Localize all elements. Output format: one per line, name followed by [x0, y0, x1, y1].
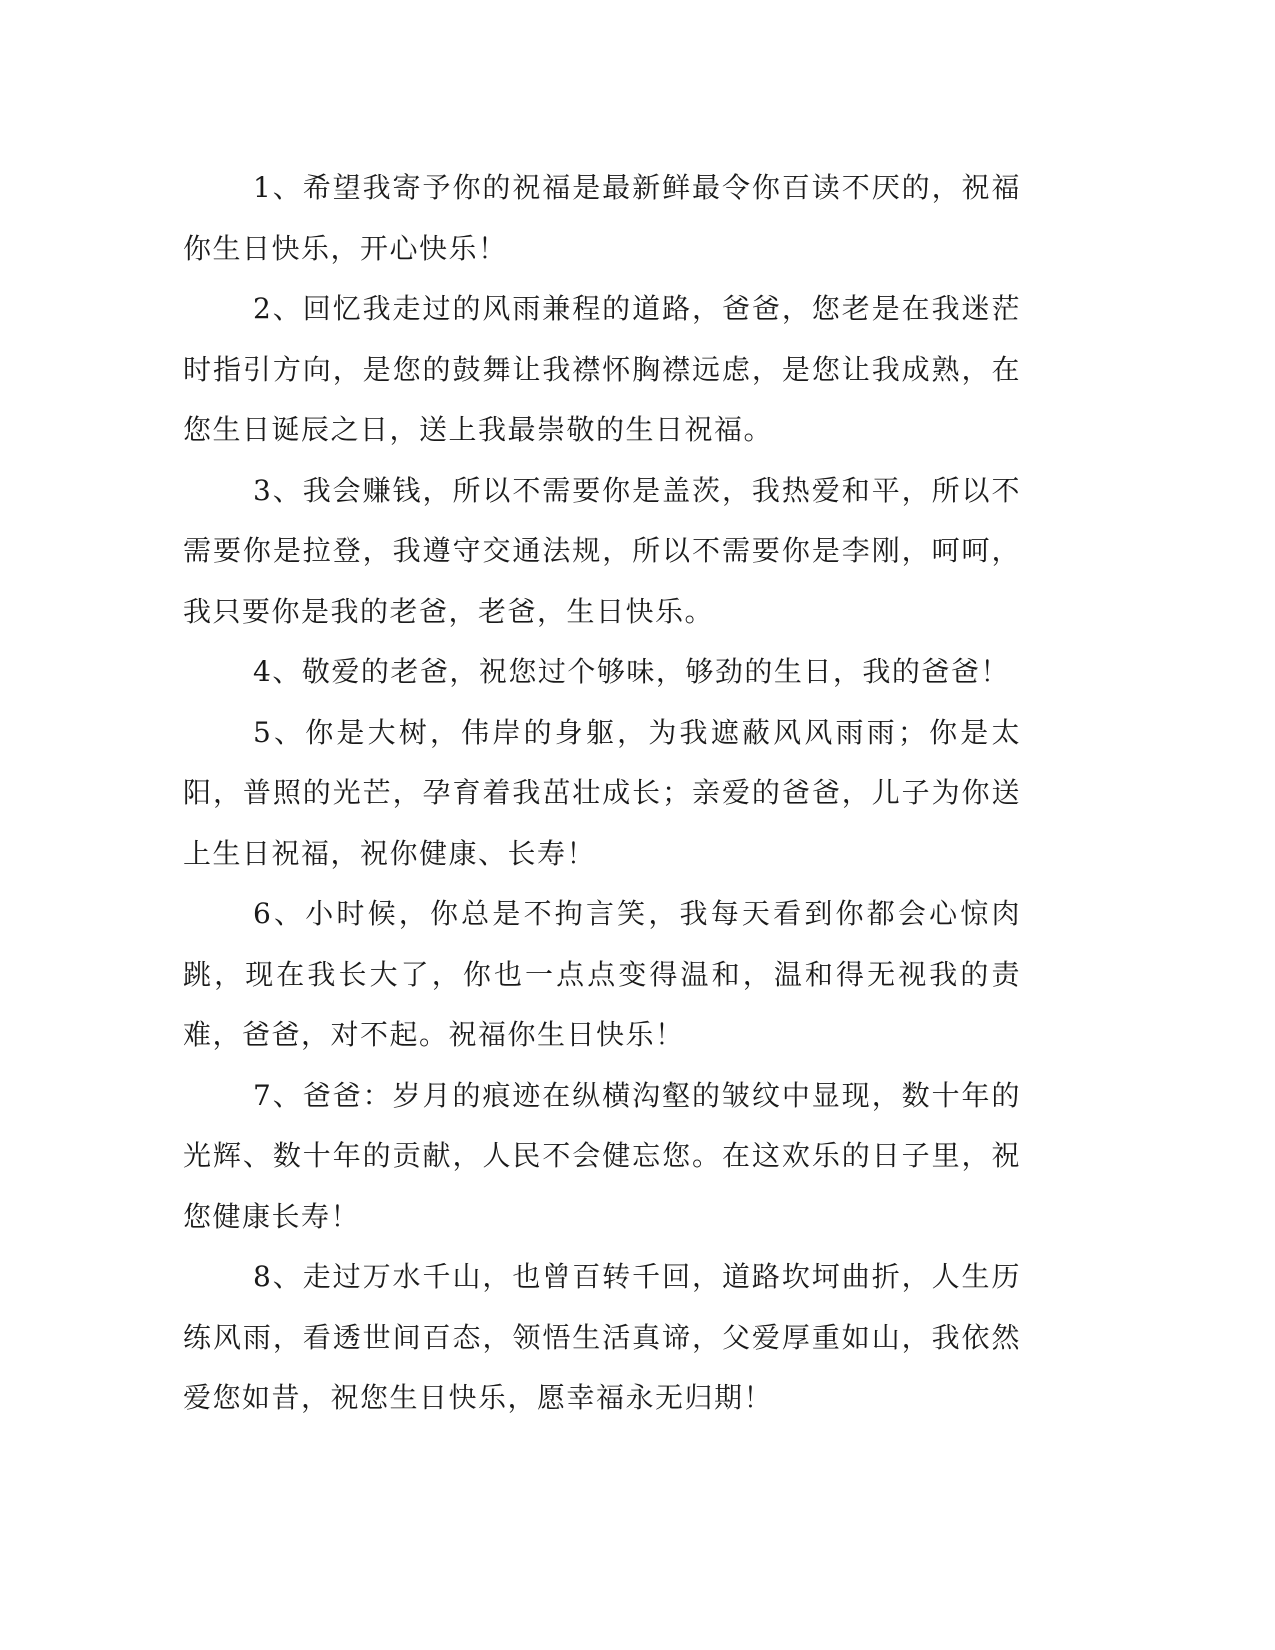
- paragraph-8: 8、走过万水千山，也曾百转千回，道路坎坷曲折，人生历练风雨，看透世间百态，领悟生活真谛，父爱厚重如山，我依然爱您如昔，祝您生日快乐，愿幸福永无归期！: [183, 1260, 1021, 1414]
- paragraph-4: 4、敬爱的老爸，祝您过个够味，够劲的生日，我的爸爸！: [253, 655, 1010, 688]
- paragraph-1: 1、希望我寄予你的祝福是最新鲜最令你百读不厌的，祝福你生日快乐，开心快乐！: [183, 171, 1021, 265]
- paragraph-6: 6、小时候，你总是不拘言笑，我每天看到你都会心惊肉跳，现在我长大了，你也一点点变得温和，温和得无视我的责难，爸爸，对不起。祝福你生日快乐！: [183, 897, 1021, 1051]
- document-body: [183, 158, 1021, 1429]
- paragraph-7: 7、爸爸：岁月的痕迹在纵横沟壑的皱纹中显现，数十年的光辉、数十年的贡献，人民不会健忘您。在这欢乐的日子里，祝您健康长寿！: [183, 1078, 1021, 1233]
- paragraph-5: 5、你是大树，伟岸的身躯，为我遮蔽风风雨雨；你是太阳，普照的光芒，孕育着我茁壮成长；亲爱的爸爸，儿子为你送上生日祝福，祝你健康、长寿！: [183, 715, 1021, 870]
- paragraph-3: 3、我会赚钱，所以不需要你是盖茨，我热爱和平，所以不需要你是拉登，我遵守交通法规，所以不需要你是李刚，呵呵，我只要你是我的老爸，老爸，生日快乐。: [183, 473, 1021, 628]
- paragraph-2: 2、回忆我走过的风雨兼程的道路，爸爸，您老是在我迷茫时指引方向，是您的鼓舞让我襟怀胸襟远虑，是您让我成熟，在您生日诞辰之日，送上我最崇敬的生日祝福。: [183, 292, 1021, 446]
